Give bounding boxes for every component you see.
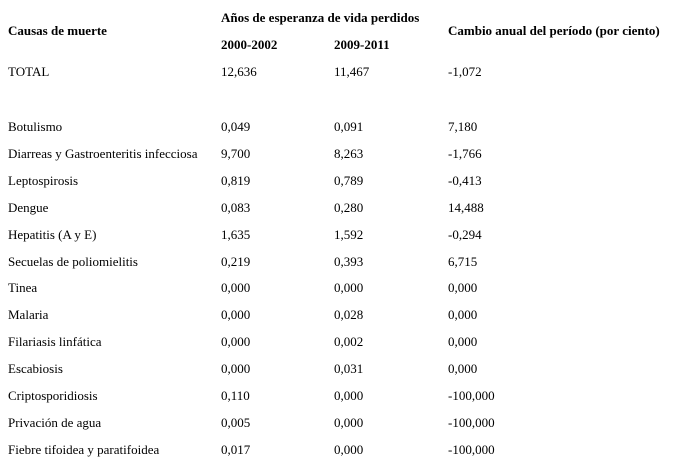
row-change: -100,000 [448, 388, 495, 403]
row-value-a: 0,017 [221, 442, 251, 457]
row-value-b: 0,000 [334, 280, 364, 295]
row-value-b: 0,000 [334, 442, 364, 457]
row-value-a: 9,700 [221, 146, 251, 161]
row-value-b: 0,000 [334, 415, 364, 430]
total-value-b: 11,467 [334, 64, 370, 79]
row-change: -100,000 [448, 442, 495, 457]
row-change: 0,000 [448, 307, 478, 322]
row-value-a: 1,635 [221, 227, 251, 242]
row-cause: Fiebre tifoidea y paratifoidea [8, 442, 160, 457]
row-value-a: 0,000 [221, 334, 251, 349]
row-change: 0,000 [448, 334, 478, 349]
row-cause: Dengue [8, 200, 49, 215]
row-value-a: 0,819 [221, 173, 251, 188]
row-value-a: 0,110 [221, 388, 250, 403]
row-cause: Diarreas y Gastroenteritis infecciosa [8, 146, 198, 161]
row-change: -0,294 [448, 227, 482, 242]
row-change: -1,766 [448, 146, 482, 161]
header-period-b: 2009-2011 [334, 37, 390, 52]
row-change: -100,000 [448, 415, 495, 430]
row-value-a: 0,005 [221, 415, 251, 430]
row-change: 14,488 [448, 200, 484, 215]
header-period-a: 2000-2002 [221, 37, 278, 52]
row-value-b: 0,091 [334, 119, 364, 134]
row-change: 0,000 [448, 280, 478, 295]
row-value-a: 0,049 [221, 119, 251, 134]
header-cause: Causas de muerte [8, 23, 107, 38]
total-value-a: 12,636 [221, 64, 257, 79]
row-value-a: 0,000 [221, 361, 251, 376]
row-value-a: 0,000 [221, 307, 251, 322]
header-group: Años de esperanza de vida perdidos [221, 10, 420, 25]
header-change: Cambio anual del período (por ciento) [448, 23, 660, 38]
row-cause: Hepatitis (A y E) [8, 227, 97, 242]
row-value-b: 0,031 [334, 361, 364, 376]
row-value-b: 0,000 [334, 388, 364, 403]
row-change: 7,180 [448, 119, 478, 134]
row-cause: Secuelas de poliomielitis [8, 254, 138, 269]
row-value-b: 1,592 [334, 227, 364, 242]
row-value-a: 0,219 [221, 254, 251, 269]
row-value-b: 8,263 [334, 146, 364, 161]
row-cause: Botulismo [8, 119, 63, 134]
row-change: -0,413 [448, 173, 482, 188]
total-cause: TOTAL [8, 64, 50, 79]
row-value-b: 0,028 [334, 307, 364, 322]
row-value-b: 0,393 [334, 254, 364, 269]
row-value-b: 0,002 [334, 334, 364, 349]
row-change: 0,000 [448, 361, 478, 376]
row-value-a: 0,083 [221, 200, 251, 215]
row-cause: Criptosporidiosis [8, 388, 98, 403]
row-value-b: 0,789 [334, 173, 364, 188]
row-cause: Leptospirosis [8, 173, 79, 188]
row-value-a: 0,000 [221, 280, 251, 295]
row-cause: Filariasis linfática [8, 334, 102, 349]
row-value-b: 0,280 [334, 200, 364, 215]
row-cause: Privación de agua [8, 415, 102, 430]
total-change: -1,072 [448, 64, 482, 79]
row-cause: Escabiosis [8, 361, 63, 376]
row-cause: Tinea [8, 280, 38, 295]
row-cause: Malaria [8, 307, 49, 322]
row-change: 6,715 [448, 254, 478, 269]
